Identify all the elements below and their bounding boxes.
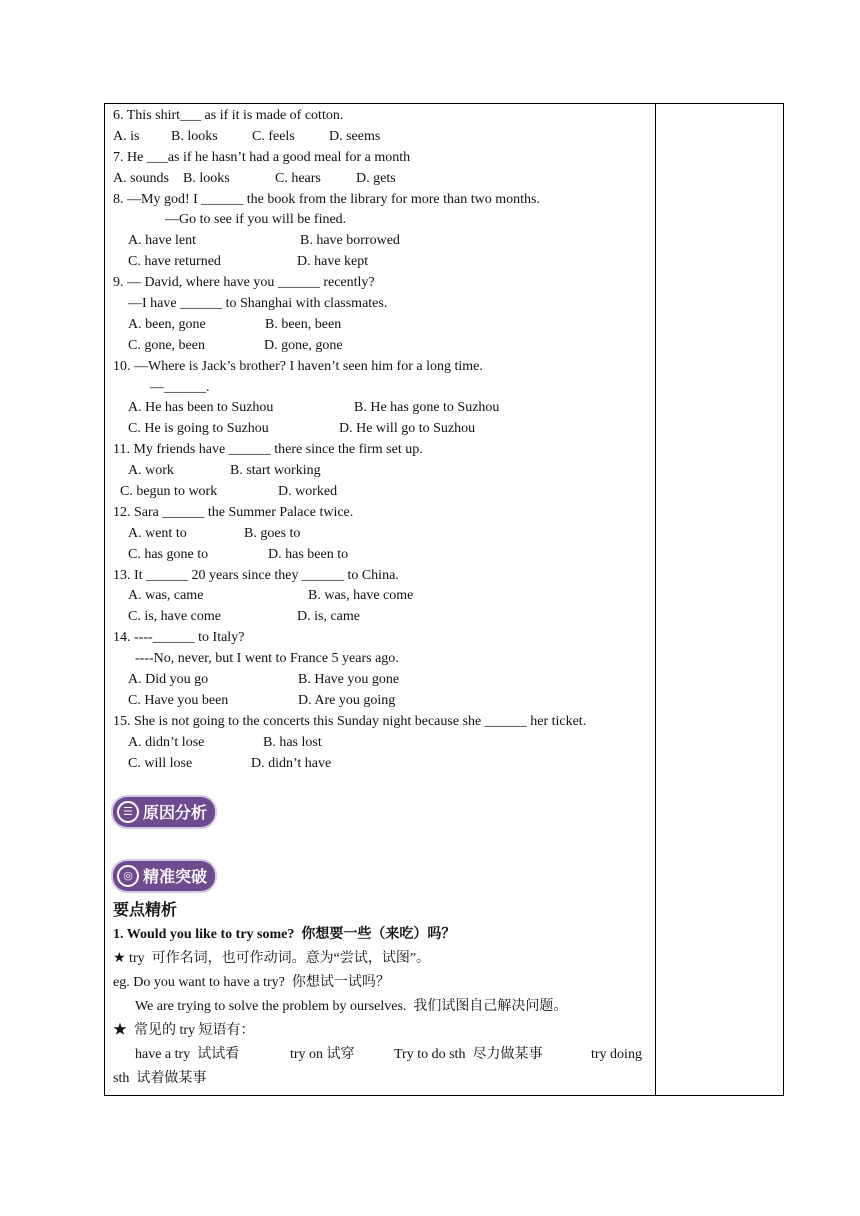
question-15-options-row1: [113, 733, 655, 754]
option-c[interactable]: C. gone, been: [128, 337, 205, 353]
option-b[interactable]: B. goes to: [244, 525, 301, 541]
option-b[interactable]: B. start working: [230, 463, 321, 479]
question-7: 7. He ___as if he hasn’t had a good meal for a month: [113, 149, 411, 165]
option-a[interactable]: A. was, came: [128, 588, 204, 604]
option-b[interactable]: B. looks: [183, 170, 230, 186]
option-b[interactable]: B. Have you gone: [298, 672, 400, 688]
option-a[interactable]: A. didn’t lose: [128, 734, 205, 750]
option-a[interactable]: A. have lent: [128, 233, 197, 249]
question-11-options-row1: [113, 461, 655, 482]
question-11: 11. My friends have ______ there since the firm set up.: [113, 442, 423, 458]
reason-banner-wrap: [113, 797, 655, 837]
option-c[interactable]: C. Have you been: [128, 692, 229, 708]
question-15: 15. She is not going to the concerts this Sunday night because she ______ her ticket.: [113, 713, 587, 729]
question-9: 9. — David, where have you ______ recently?: [113, 275, 375, 291]
key-point-heading: 1. Would you like to try some? 你想要一些（来吃）吗？: [113, 926, 456, 942]
option-a[interactable]: A. work: [128, 463, 174, 479]
option-c[interactable]: C. have returned: [128, 254, 221, 270]
example-2: We are trying to solve the problem by ourselves. 我们试图自己解决问题。: [135, 998, 568, 1014]
key-points-title: 要点精析: [113, 899, 178, 919]
option-a[interactable]: A. been, gone: [128, 316, 206, 332]
option-b[interactable]: B. been, been: [265, 316, 342, 332]
question-12-options-row2: [113, 545, 655, 566]
option-d[interactable]: D. seems: [329, 128, 381, 144]
phrase-4: try doing: [591, 1046, 642, 1062]
option-d[interactable]: D. Are you going: [298, 692, 396, 708]
option-b[interactable]: B. was, have come: [308, 588, 414, 604]
option-a[interactable]: A. sounds: [113, 170, 170, 186]
question-7-options: [113, 169, 655, 190]
question-10-reply: —______.: [150, 379, 210, 395]
main-cell: [105, 104, 656, 1095]
question-12-options-row1: [113, 524, 655, 545]
option-d[interactable]: D. gone, gone: [264, 337, 343, 353]
question-8-options-row1: [113, 231, 655, 252]
breakthrough-banner-wrap: [113, 861, 655, 897]
option-a[interactable]: A. is: [113, 128, 140, 144]
notes-cell: [656, 104, 783, 1095]
option-d[interactable]: D. has been to: [268, 546, 349, 562]
document-icon: ☰: [117, 801, 139, 823]
phrase-row: [113, 1043, 655, 1067]
option-d[interactable]: D. didn’t have: [251, 755, 332, 771]
phrase-4-continued: sth 试着做某事: [113, 1070, 207, 1086]
phrase-1: have a try 试试看: [135, 1046, 240, 1062]
question-14: 14. ----______ to Italy?: [113, 630, 245, 646]
question-6: 6. This shirt___ as if it is made of cotton.: [113, 108, 344, 123]
question-10: 10. —Where is Jack’s brother? I haven’t seen him for a long time.: [113, 358, 483, 374]
option-d[interactable]: D. have kept: [297, 254, 369, 270]
option-c[interactable]: C. has gone to: [128, 546, 209, 562]
option-b[interactable]: B. have borrowed: [300, 233, 400, 249]
question-12: 12. Sara ______ the Summer Palace twice.: [113, 504, 354, 520]
question-9-reply: —I have ______ to Shanghai with classmates.: [128, 296, 388, 312]
option-b[interactable]: B. He has gone to Suzhou: [354, 400, 500, 416]
phrase-2: try on 试穿: [290, 1046, 355, 1062]
option-a[interactable]: A. went to: [128, 525, 187, 541]
option-c[interactable]: C. feels: [252, 128, 295, 144]
option-a[interactable]: A. He has been to Suzhou: [128, 400, 274, 416]
option-c[interactable]: C. hears: [275, 170, 321, 186]
option-d[interactable]: D. is, came: [297, 609, 360, 625]
question-9-options-row1: [113, 315, 655, 336]
option-c[interactable]: C. will lose: [128, 755, 193, 771]
question-10-options-row2: [113, 419, 655, 440]
question-6-options: [113, 127, 655, 148]
option-c[interactable]: C. is, have come: [128, 609, 221, 625]
question-8-reply: —Go to see if you will be fined.: [165, 212, 347, 228]
example-1: eg. Do you want to have a try? 你想试一试吗？: [113, 974, 390, 990]
precise-breakthrough-label: 精准突破: [143, 867, 208, 886]
question-14-options-row2: [113, 691, 655, 712]
question-9-options-row2: [113, 336, 655, 357]
question-8: 8. —My god! I ______ the book from the library for more than two months.: [113, 191, 540, 207]
reason-analysis-banner: [113, 797, 215, 827]
option-c[interactable]: C. He is going to Suzhou: [128, 421, 269, 437]
question-13-options-row2: [113, 607, 655, 628]
option-d[interactable]: D. He will go to Suzhou: [339, 421, 476, 437]
question-14-reply: ----No, never, but I went to France 5 years ago.: [135, 651, 399, 667]
star-note-1: ★ try 可作名词，也可作动词。意为“尝试，试图”。: [113, 950, 431, 966]
question-10-options-row1: [113, 398, 655, 419]
option-d[interactable]: D. gets: [356, 170, 396, 186]
target-icon: ◎: [117, 865, 139, 887]
question-8-options-row2: [113, 252, 655, 273]
precise-breakthrough-banner: [113, 861, 215, 891]
question-15-options-row2: [113, 754, 655, 775]
option-d[interactable]: D. worked: [278, 484, 338, 500]
reason-analysis-label: 原因分析: [143, 803, 208, 822]
option-c[interactable]: C. begun to work: [120, 484, 218, 500]
question-11-options-row2: [113, 482, 655, 503]
question-13: 13. It ______ 20 years since they ______ to China.: [113, 567, 399, 583]
phrase-3: Try to do sth 尽力做某事: [394, 1046, 543, 1062]
option-b[interactable]: B. looks: [171, 128, 218, 144]
option-a[interactable]: A. Did you go: [128, 672, 209, 688]
page-table: [104, 103, 784, 1096]
star-note-2: ★ 常见的 try 短语有：: [113, 1022, 255, 1038]
question-14-options-row1: [113, 670, 655, 691]
option-b[interactable]: B. has lost: [263, 734, 322, 750]
question-13-options-row1: [113, 586, 655, 607]
